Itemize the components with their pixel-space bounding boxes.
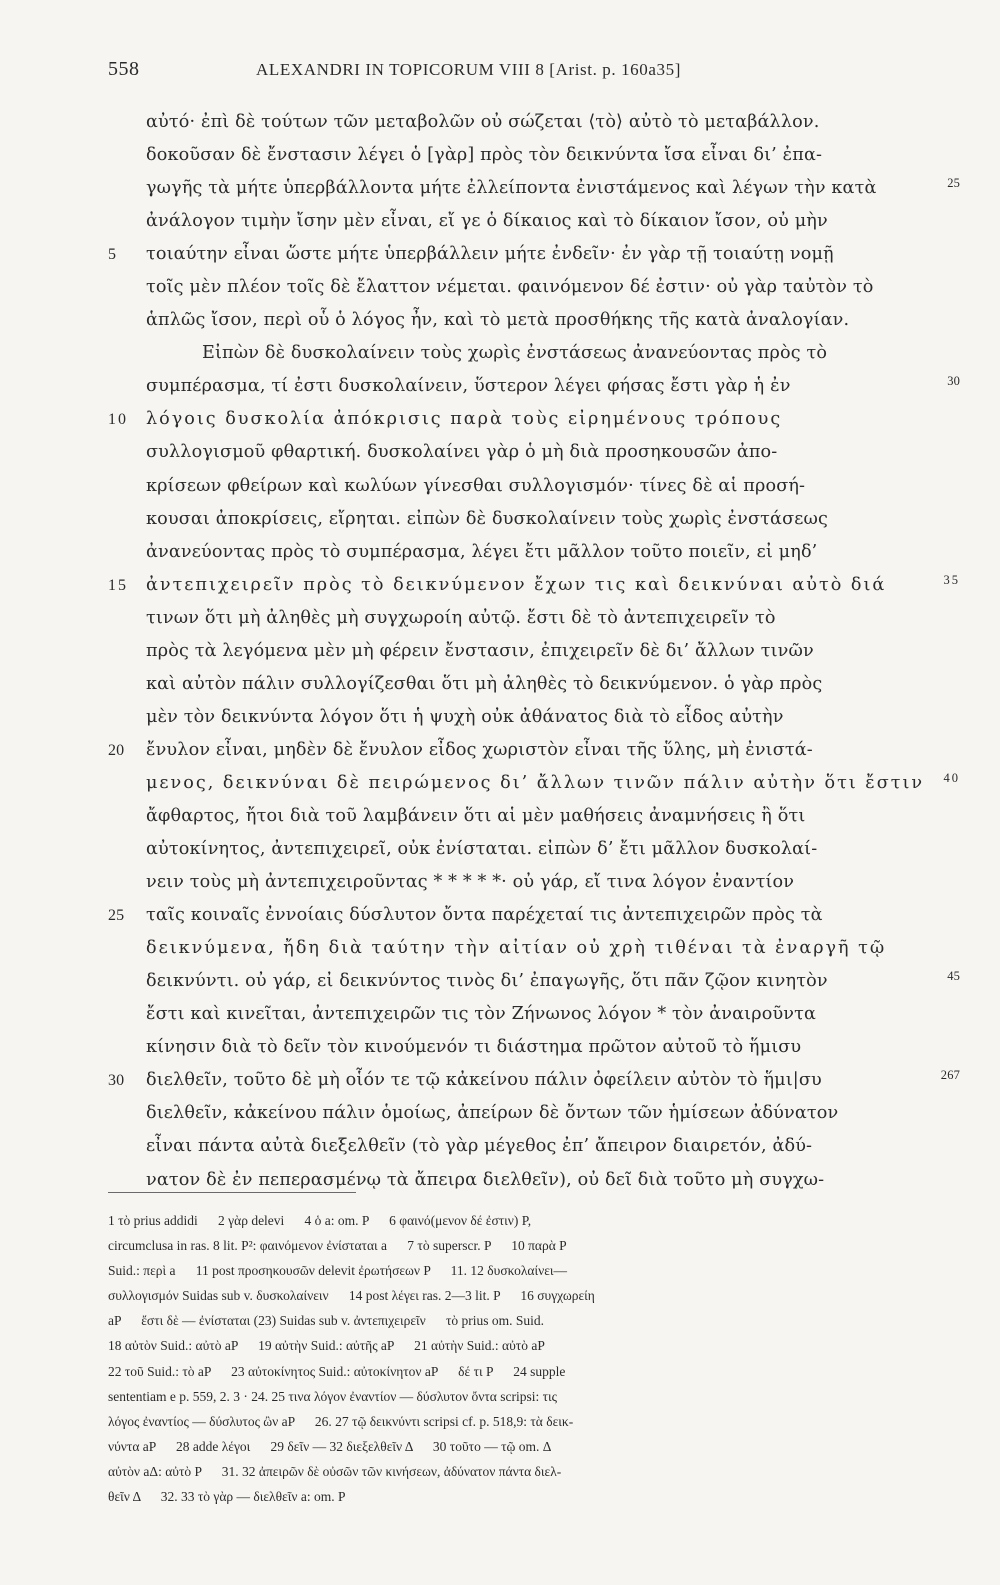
text-line xyxy=(146,602,936,635)
line-number: 20 xyxy=(108,741,125,759)
text-line xyxy=(108,238,936,271)
line-text: ἀνάλογον τιμὴν ἴσην μὲν εἶναι, εἴ γε ὁ δίκαιος καὶ τὸ δίκαιον ἴσον, οὐ μὴν xyxy=(146,211,828,232)
apparatus-line: 1 τὸ prius addidi 2 γὰρ delevi 4 ὁ a: om. P 6 φαινό(μενον δέ ἐστιν) P, xyxy=(108,1213,532,1228)
apparatus-line: λόγος ἐναντίος — δύσλυτος ὢν aP 26. 27 τῷ δεικνύντι scripsi cf. p. 518,9: τὰ δεικ- xyxy=(108,1413,574,1429)
line-text: κίνησιν διὰ τὸ δεῖν τὸν κινούμενόν τι διάστημα πρῶτον αὐτοῦ τὸ ἥμισυ xyxy=(146,1037,802,1058)
line-text: τοιαύτην εἶναι ὥστε μήτε ὑπερβάλλειν μήτε ἐνδεῖν· ἐν γὰρ τῇ τοιαύτῃ νομῇ xyxy=(146,244,834,265)
line-text: ἀνανεύοντας πρὸς τὸ συμπέρασμα, λέγει ἔτι μᾶλλον τοῦτο ποιεῖν, εἰ μηδ’ xyxy=(146,541,818,562)
text-line xyxy=(108,734,936,767)
running-header: ALEXANDRI IN TOPICORUM VIII 8 [Arist. p. 160a35] xyxy=(256,60,681,79)
text-line xyxy=(146,1097,936,1130)
line-text: αὐτό· ἐπὶ δὲ τούτων τῶν μεταβολῶν οὐ σώζεται ⟨τὸ⟩ αὐτὸ τὸ μεταβάλλον. xyxy=(146,112,820,132)
apparatus-line: Suid.: περὶ a 11 post προσηκουσῶν delevit ἐρωτήσεων P 11. 12 δυσκολαίνει— xyxy=(108,1263,568,1279)
margin-reference-number: 25 xyxy=(947,176,960,191)
line-text: κρίσεων φθείρων καὶ κωλύων γίνεσθαι συλλογισμόν· τίνες δὲ αἱ προσή- xyxy=(146,475,806,496)
text-line xyxy=(146,271,936,304)
line-number: 15 xyxy=(108,576,128,594)
apparatus-line: αὐτὸν aΔ: αὐτὸ P 31. 32 ἀπειρῶν δὲ οὐσῶν τῶν κινήσεων, ἀδύνατον πάντα διελ- xyxy=(108,1463,562,1479)
line-text: ἔστι καὶ κινεῖται, ἀντεπιχειρῶν τις τὸν Ζήνωνος λόγον * τὸν ἀναιροῦντα xyxy=(146,1004,817,1025)
line-number: 10 xyxy=(108,411,128,429)
line-text: γωγῆς τὰ μήτε ὑπερβάλλοντα μήτε ἐλλείποντα ἐνιστάμενος καὶ λέγων τὴν κατὰ xyxy=(146,178,877,199)
text-line xyxy=(146,503,936,536)
line-text: τοῖς μὲν πλέον τοῖς δὲ ἔλαττον νέμεται. φαινόμενον δέ ἐστιν· οὐ γὰρ ταὐτὸν τὸ xyxy=(146,277,874,298)
text-line xyxy=(146,701,936,734)
line-text: λόγοις δυσκολία ἀπόκρισις παρὰ τοὺς εἰρημένους τρόπους xyxy=(146,409,783,430)
line-text: ταῖς κοιναῖς ἐννοίαις δύσλυτον ὄντα παρέχεταί τις ἀντεπιχειρῶν πρὸς τὰ xyxy=(146,905,823,926)
apparatus-line: συλλογισμόν Suidas sub v. δυσκολαίνειν 14 post λέγει ras. 2—3 lit. P 16 συγχωρείη xyxy=(108,1288,595,1304)
line-text: τινων ὅτι μὴ ἀληθὲς μὴ συγχωροίη αὐτῷ. ἔστι δὲ τὸ ἀντεπιχειρεῖν τὸ xyxy=(146,607,776,628)
critical-apparatus xyxy=(108,1208,963,1509)
apparatus-line: θεῖν Δ 32. 33 τὸ γὰρ — διελθεῖν a: om. P xyxy=(108,1489,346,1505)
text-line xyxy=(146,800,936,833)
line-text: ἄφθαρτος, ἤτοι διὰ τοῦ λαμβάνειν ὅτι αἱ μὲν μαθήσεις ἀναμνήσεις ἢ ὅτι xyxy=(146,805,806,826)
line-text: διελθεῖν, κἀκείνου πάλιν ὁμοίως, ἀπείρων δὲ ὄντων τῶν ἡμίσεων ἀδύνατον xyxy=(146,1103,839,1124)
line-text: μενος, δεικνύναι δὲ πειρώμενος δι’ ἄλλων τινῶν πάλιν αὐτὴν ὅτι ἔστιν xyxy=(146,772,925,793)
line-number: 25 xyxy=(108,907,125,925)
text-line xyxy=(146,106,936,139)
text-line xyxy=(146,965,960,998)
line-text: νατον δὲ ἐν πεπερασμένῳ τὰ ἄπειρα διελθεῖν), οὐ δεῖ διὰ τοῦτο μὴ συγχω- xyxy=(146,1169,825,1190)
main-text xyxy=(108,106,960,1197)
text-line xyxy=(146,436,936,469)
line-text: μὲν τὸν δεικνύντα λόγον ὅτι ἡ ψυχὴ οὐκ ἀθάνατος διὰ τὸ εἶδος αὐτὴν xyxy=(146,706,784,727)
apparatus-line: aP ἔστι δὲ — ἐνίσταται (23) Suidas sub v. ἀντεπιχειρεῖν τὸ prius om. Suid. xyxy=(108,1313,545,1329)
line-text: διελθεῖν, τοῦτο δὲ μὴ οἷόν τε τῷ κἀκείνου πάλιν ὀφείλειν αὐτὸν τὸ ἥμι|συ xyxy=(146,1070,822,1091)
apparatus-line: 18 αὐτὸν Suid.: αὐτὸ aP 19 αὐτὴν Suid.: αὐτῆς aP 21 αὐτὴν Suid.: αὐτὸ aP xyxy=(108,1338,545,1354)
line-number: 30 xyxy=(108,1072,125,1090)
text-line xyxy=(108,1064,960,1097)
line-text: ἁπλῶς ἴσον, περὶ οὗ ὁ λόγος ἦν, καὶ τὸ μετὰ προσθήκης τῆς κατὰ ἀναλογίαν. xyxy=(146,310,850,331)
text-line xyxy=(146,1130,936,1163)
line-text: δεικνύντι. οὐ γάρ, εἰ δεικνύντος τινὸς δι’ ἐπαγωγῆς, ὅτι πᾶν ζῷον κινητὸν xyxy=(146,971,828,992)
text-line xyxy=(146,470,936,503)
line-text: εἶναι πάντα αὐτὰ διεξελθεῖν (τὸ γὰρ μέγεθος ἐπ’ ἄπειρον διαιρετόν, ἀδύ- xyxy=(146,1136,813,1157)
margin-reference-number: 45 xyxy=(947,969,960,984)
text-line xyxy=(146,767,960,800)
text-line xyxy=(146,833,936,866)
line-text: πρὸς τὰ λεγόμενα μὲν μὴ φέρειν ἔνστασιν, ἐπιχειρεῖν δὲ δι’ ἄλλων τινῶν xyxy=(146,640,814,661)
line-text: δεικνύμενα, ἤδη διὰ ταύτην τὴν αἰτίαν οὐ χρὴ τιθέναι τὰ ἐναργῆ τῷ xyxy=(146,938,887,959)
line-text: ἔνυλον εἶναι, μηδὲν δὲ ἔνυλον εἶδος χωριστὸν εἶναι τῆς ὕλης, μὴ ἐνιστά- xyxy=(146,739,813,760)
line-text: συλλογισμοῦ φθαρτική. δυσκολαίνει γὰρ ὁ μὴ διὰ προσηκουσῶν ἀπο- xyxy=(146,442,778,463)
margin-reference-number: 30 xyxy=(947,374,960,389)
page-number: 558 xyxy=(108,58,140,80)
text-line xyxy=(146,668,936,701)
line-number: 5 xyxy=(108,246,117,264)
text-line xyxy=(108,569,960,602)
text-line xyxy=(146,370,960,403)
footnote-divider xyxy=(108,1192,356,1193)
line-text: νειν τοὺς μὴ ἀντεπιχειροῦντας * * * * *· οὐ γάρ, εἴ τινα λόγον ἐναντίον xyxy=(146,872,795,893)
apparatus-line: νύντα aP 28 adde λέγοι 29 δεῖν — 32 διεξελθεῖν Δ 30 τοῦτο — τῷ om. Δ xyxy=(108,1438,552,1454)
margin-reference-number: 35 xyxy=(943,572,960,587)
apparatus-line: circumclusa in ras. 8 lit. P²: φαινόμενον ἐνίσταται a 7 τὸ superscr. P 10 παρὰ P xyxy=(108,1238,567,1254)
line-text: αὐτοκίνητος, ἀντεπιχειρεῖ, οὐκ ἐνίσταται. εἰπὼν δ’ ἔτι μᾶλλον δυσκολαί- xyxy=(146,839,818,860)
text-line xyxy=(108,899,936,932)
line-text: κουσαι ἀποκρίσεις, εἴρηται. εἰπὼν δὲ δυσκολαίνειν τοὺς χωρὶς ἐνστάσεως xyxy=(146,508,828,529)
text-line xyxy=(146,635,936,668)
text-line xyxy=(146,1031,936,1064)
text-line xyxy=(146,932,936,965)
margin-reference-number: 267 xyxy=(940,1068,960,1083)
text-line xyxy=(146,337,936,370)
text-line xyxy=(146,205,936,238)
line-text: δοκοῦσαν δὲ ἔνστασιν λέγει ὁ [γὰρ] πρὸς τὸν δεικνύντα ἴσα εἶναι δι’ ἐπα- xyxy=(146,145,823,166)
text-line xyxy=(146,866,936,899)
text-line xyxy=(146,998,936,1031)
text-line xyxy=(108,403,936,436)
apparatus-line: sententiam e p. 559, 2. 3 · 24. 25 τινα λόγον ἐναντίον — δύσλυτον ὄντα scripsi: τις xyxy=(108,1388,558,1404)
text-line xyxy=(146,304,936,337)
text-line xyxy=(146,172,960,205)
margin-reference-number: 40 xyxy=(943,770,960,785)
text-line xyxy=(146,139,936,172)
apparatus-line: 22 τοῦ Suid.: τὸ aP 23 αὐτοκίνητος Suid.: αὐτοκίνητον aP δέ τι P 24 supple xyxy=(108,1363,566,1379)
line-text: καὶ αὐτὸν πάλιν συλλογίζεσθαι ὅτι μὴ ἀληθὲς τὸ δεικνύμενον. ὁ γὰρ πρὸς xyxy=(146,673,823,694)
line-text: ἀντεπιχειρεῖν πρὸς τὸ δεικνύμενον ἔχων τις καὶ δεικνύναι αὐτὸ διά xyxy=(146,574,887,595)
line-text: συμπέρασμα, τί ἐστι δυσκολαίνειν, ὕστερον λέγει φήσας ἔστι γὰρ ἡ ἐν xyxy=(146,376,791,397)
text-line xyxy=(146,536,936,569)
line-text: Εἰπὼν δὲ δυσκολαίνειν τοὺς χωρὶς ἐνστάσεως ἀνανεύοντας πρὸς τὸ xyxy=(202,343,828,364)
